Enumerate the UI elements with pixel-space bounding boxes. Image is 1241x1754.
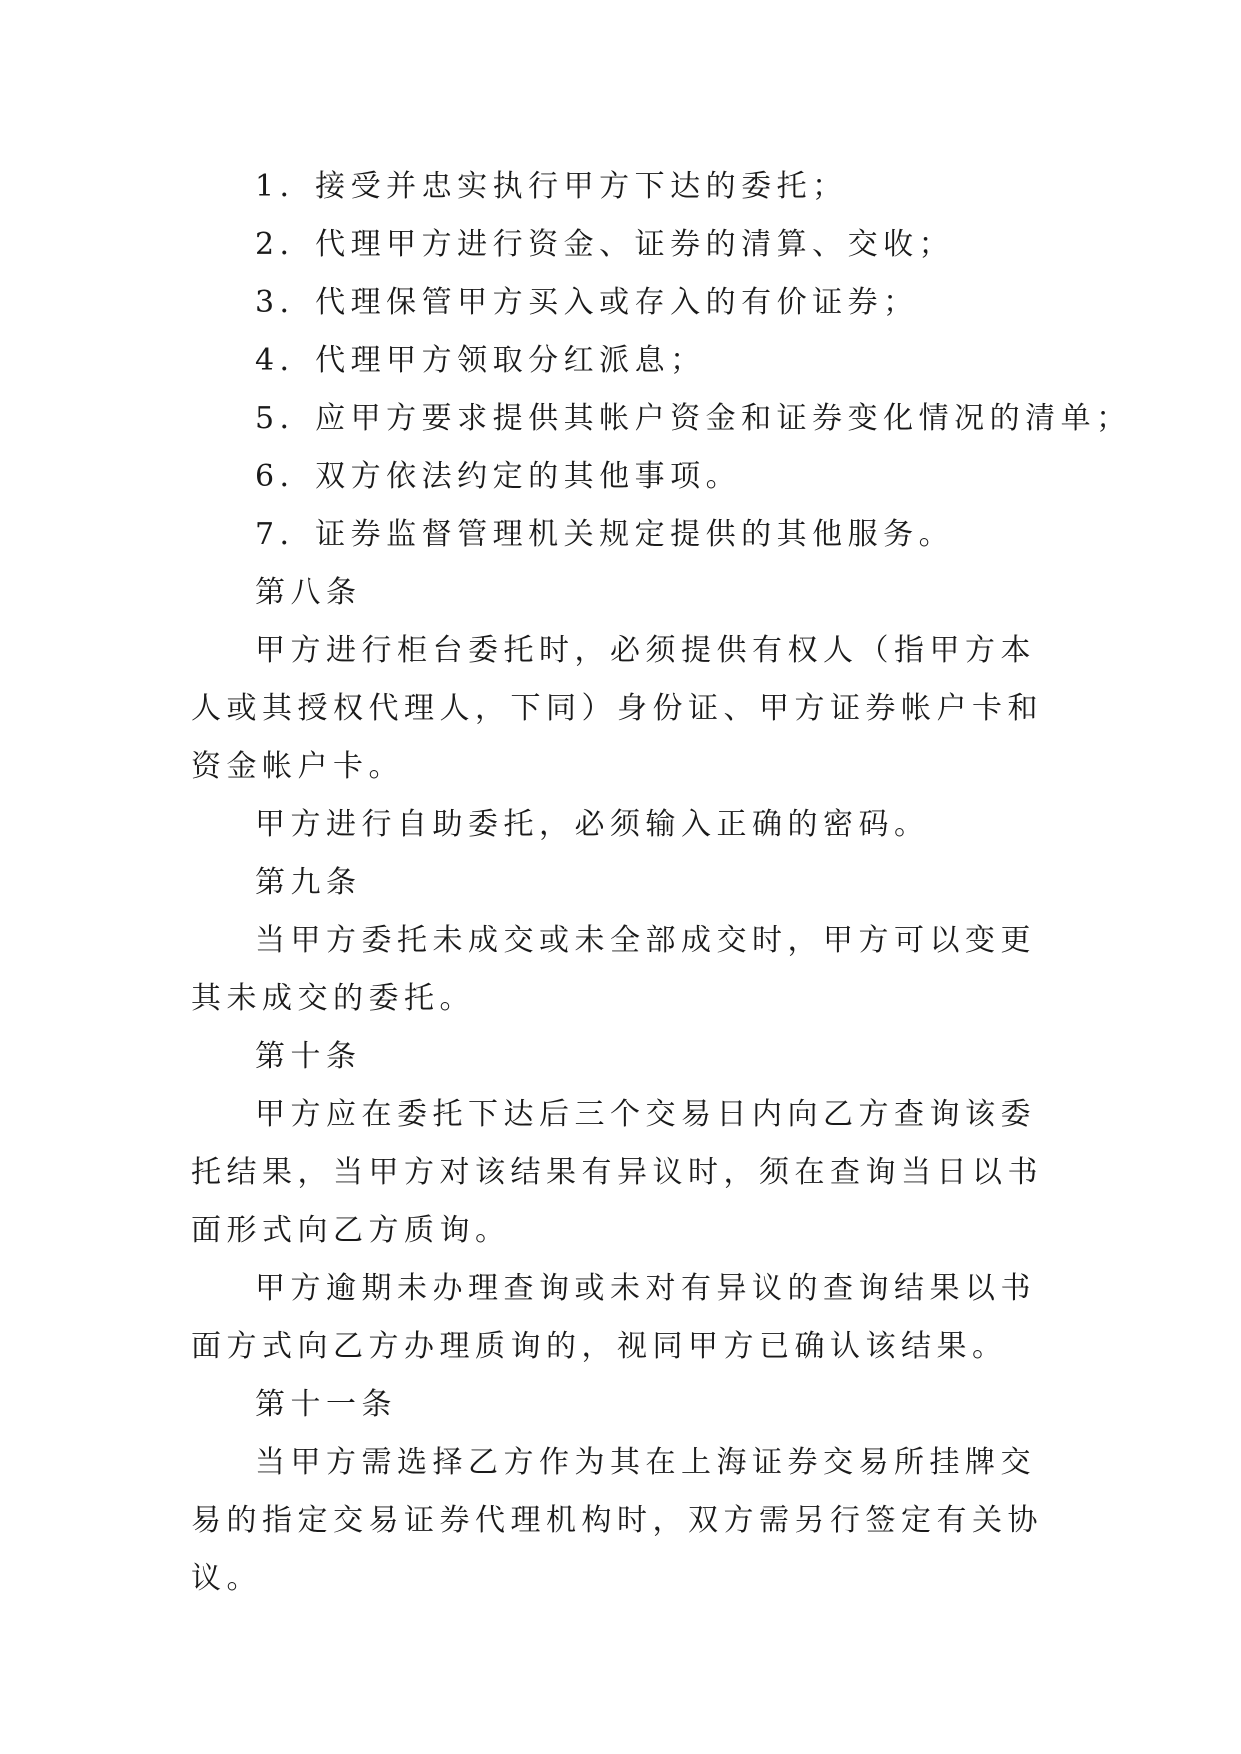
article-10-heading: 第十条 [255, 1039, 362, 1074]
list-item: 3．代理保管甲方买入或存入的有价证券； [255, 285, 919, 320]
article-9-heading: 第九条 [255, 865, 362, 900]
article-11-heading: 第十一条 [255, 1387, 397, 1422]
list-item: 2．代理甲方进行资金、证券的清算、交收； [255, 227, 955, 262]
article-9-paragraph-1: 当甲方委托未成交或未全部成交时，甲方可以变更其未成交的委托。 [191, 923, 1036, 1016]
article-8-heading: 第八条 [255, 575, 362, 610]
list-item: 7．证券监督管理机关规定提供的其他服务。 [255, 517, 955, 552]
list-item: 5．应甲方要求提供其帐户资金和证券变化情况的清单； [255, 401, 1132, 436]
list-item: 6．双方依法约定的其他事项。 [255, 459, 742, 494]
article-10-paragraph-1: 甲方应在委托下达后三个交易日内向乙方查询该委托结果，当甲方对该结果有异议时，须在查询当日以书面形式向乙方质询。 [191, 1097, 1043, 1248]
list-item: 1．接受并忠实执行甲方下达的委托； [255, 169, 848, 204]
document-body [191, 158, 1132, 1608]
article-8-paragraph-2: 甲方进行自助委托，必须输入正确的密码。 [255, 807, 930, 842]
article-10-paragraph-2: 甲方逾期未办理查询或未对有异议的查询结果以书面方式向乙方办理质询的，视同甲方已确认该结果。 [191, 1271, 1036, 1364]
list-item: 4．代理甲方领取分红派息； [255, 343, 706, 378]
article-11-paragraph-1: 当甲方需选择乙方作为其在上海证券交易所挂牌交易的指定交易证券代理机构时，双方需另行签定有关协议。 [191, 1445, 1043, 1596]
article-8-paragraph-1: 甲方进行柜台委托时，必须提供有权人（指甲方本人或其授权代理人，下同）身份证、甲方证券帐户卡和资金帐户卡。 [191, 633, 1043, 784]
